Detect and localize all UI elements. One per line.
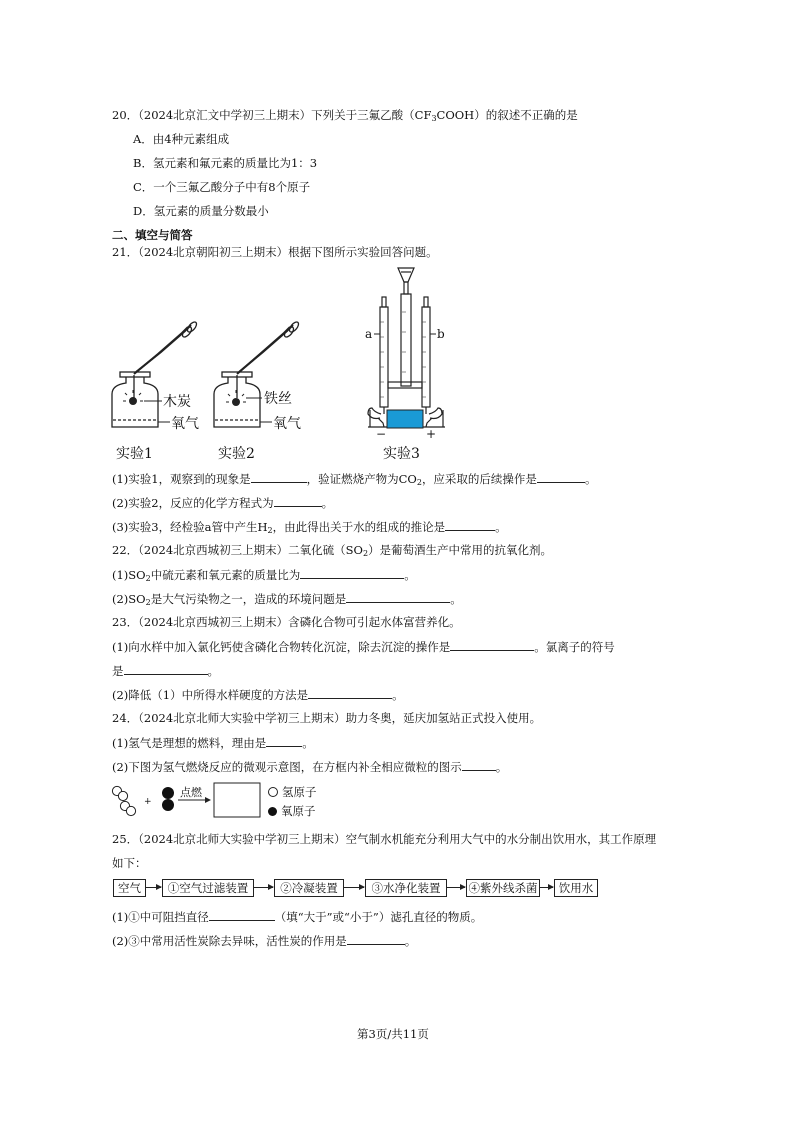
q24-stem: 24．（2024北京北师大实验中学初三上期末）助力冬奥，延庆加氢站正式投入使用。 [112, 711, 542, 725]
flow-arrow [540, 887, 553, 888]
charcoal-label: 木炭 [163, 394, 191, 410]
answer-blank[interactable] [274, 495, 322, 507]
tube-a-label: a [365, 327, 373, 341]
q20-option-c: C．一个三氟乙酸分子中有8个原子 [133, 180, 311, 194]
answer-blank[interactable] [251, 471, 307, 483]
answer-blank[interactable] [124, 663, 208, 675]
q20-option-a: A．由4种元素组成 [133, 132, 230, 146]
oxygen-label-2: 氧气 [273, 416, 301, 432]
q24-part1: (1)氢气是理想的燃料，理由是 。 [112, 736, 314, 750]
q21-figure [100, 262, 460, 467]
hydrogen-atom-icon [268, 787, 278, 797]
answer-blank[interactable] [266, 735, 302, 747]
q25-part2: (2)③中常用活性炭除去异味，活性炭的作用是 。 [112, 934, 417, 948]
q21-part2: (2)实验2，反应的化学方程式为 。 [112, 496, 334, 510]
positive-terminal-label: + [426, 427, 437, 441]
answer-blank[interactable] [462, 759, 496, 771]
exp1-apparatus [112, 320, 198, 427]
q20-option-b: B．氢元素和氟元素的质量比为1：3 [133, 156, 318, 170]
answer-blank[interactable] [300, 567, 404, 579]
legend-oxygen: 氧原子 [268, 803, 316, 819]
flow-step-drinking-water: 饮用水 [554, 879, 598, 897]
exp3-label: 实验3 [383, 446, 420, 462]
answer-box[interactable] [214, 783, 260, 817]
graduation-marks [380, 312, 426, 397]
section-title: 二、填空与简答 [112, 228, 193, 242]
flow-step-air: 空气 [113, 879, 146, 897]
q22-part2: $(2)SO_2$是大气污染物之一，造成的环境问题是 。 [112, 592, 462, 607]
flow-arrow [344, 887, 364, 888]
q24-part2: (2)下图为氢气燃烧反应的微观示意图，在方框内补全相应微粒的图示 。 [112, 760, 508, 774]
answer-blank[interactable] [445, 519, 495, 531]
iron-wire-flame-icon [226, 390, 246, 406]
exp2-label: 实验2 [218, 446, 255, 462]
answer-blank[interactable] [308, 687, 392, 699]
flow-arrow [254, 887, 273, 888]
iron-wire-label: 铁丝 [264, 391, 292, 407]
q23-stem: 23．（2024北京西城初三上期末）含磷化合物可引起水体富营养化。 [112, 615, 461, 629]
charcoal-flame-icon [123, 390, 143, 405]
q23-part1-cont: 是 。 [112, 664, 219, 678]
answer-blank[interactable] [346, 591, 450, 603]
oxygen-label-1: 氧气 [171, 416, 199, 432]
page-footer: 第3页/共11页 [357, 1027, 429, 1041]
flow-arrow [447, 887, 465, 888]
q21-stem: 21．（2024北京朝阳初三上期末）根据下图所示实验回答问题。 [112, 245, 438, 259]
flow-step-condense: ②冷凝装置 [274, 879, 344, 897]
flow-step-purify: ③水净化装置 [365, 879, 447, 897]
q20-stem: 20．（2024北京汇文中学初三上期末）下列关于三氟乙酸$(CF_3COOH)$的叙述不正确的是 [112, 108, 578, 123]
legend-hydrogen: 氢原子 [268, 784, 317, 800]
q23-part1: (1)向水样中加入氯化钙使含磷化合物转化沉淀，除去沉淀的操作是 。氯离子的符号 [112, 640, 615, 654]
flow-step-filter: ①空气过滤装置 [162, 879, 254, 897]
oxygen-atom-icon [268, 807, 277, 816]
answer-blank[interactable] [347, 933, 405, 945]
flow-arrow [146, 887, 161, 888]
answer-blank[interactable] [450, 639, 534, 651]
plus-sign: + [144, 797, 152, 807]
q21-part1: (1)实验1，观察到的现象是 ，验证燃烧产物为$CO_2$，应采取的后续操作是 。 [112, 472, 597, 487]
exp3-apparatus [368, 268, 445, 427]
q22-stem: 22．（2024北京西城初三上期末）二氧化硫$(SO_2)$是葡萄酒生产中常用的抗氧化剂。 [112, 543, 553, 558]
q25-part1: (1)①中可阻挡直径 （填“大于”或“小于”）滤孔直径的物质。 [112, 910, 483, 924]
tube-b-label: b [437, 327, 445, 341]
q25-stem-line2: 如下： [112, 856, 147, 870]
exp1-label: 实验1 [116, 446, 153, 462]
q25-stem-line1: 25．（2024北京北师大实验中学初三上期末）空气制水机能充分利用大气中的水分制出饮用水，其工作原理 [112, 832, 657, 846]
hydrogen-molecule-icon [112, 786, 135, 815]
oxygen-molecule-icon [162, 787, 174, 811]
answer-blank[interactable] [209, 909, 275, 921]
power-supply-icon [387, 410, 423, 428]
q21-part3: (3)实验3，经检验a管中产生$H_2$，由此得出关于水的组成的推论是 。 [112, 520, 507, 535]
reaction-condition: 点燃 [180, 786, 202, 799]
q22-part1: $(1)SO_2$中硫元素和氧元素的质量比为 。 [112, 568, 416, 583]
answer-blank[interactable] [537, 471, 585, 483]
negative-terminal-label: − [376, 427, 387, 441]
q23-part2: (2)降低（1）中所得水样硬度的方法是 。 [112, 688, 404, 702]
q20-option-d: D．氢元素的质量分数最小 [133, 204, 269, 218]
exp2-apparatus [214, 320, 300, 427]
flow-step-uv: ④紫外线杀菌 [466, 879, 540, 897]
